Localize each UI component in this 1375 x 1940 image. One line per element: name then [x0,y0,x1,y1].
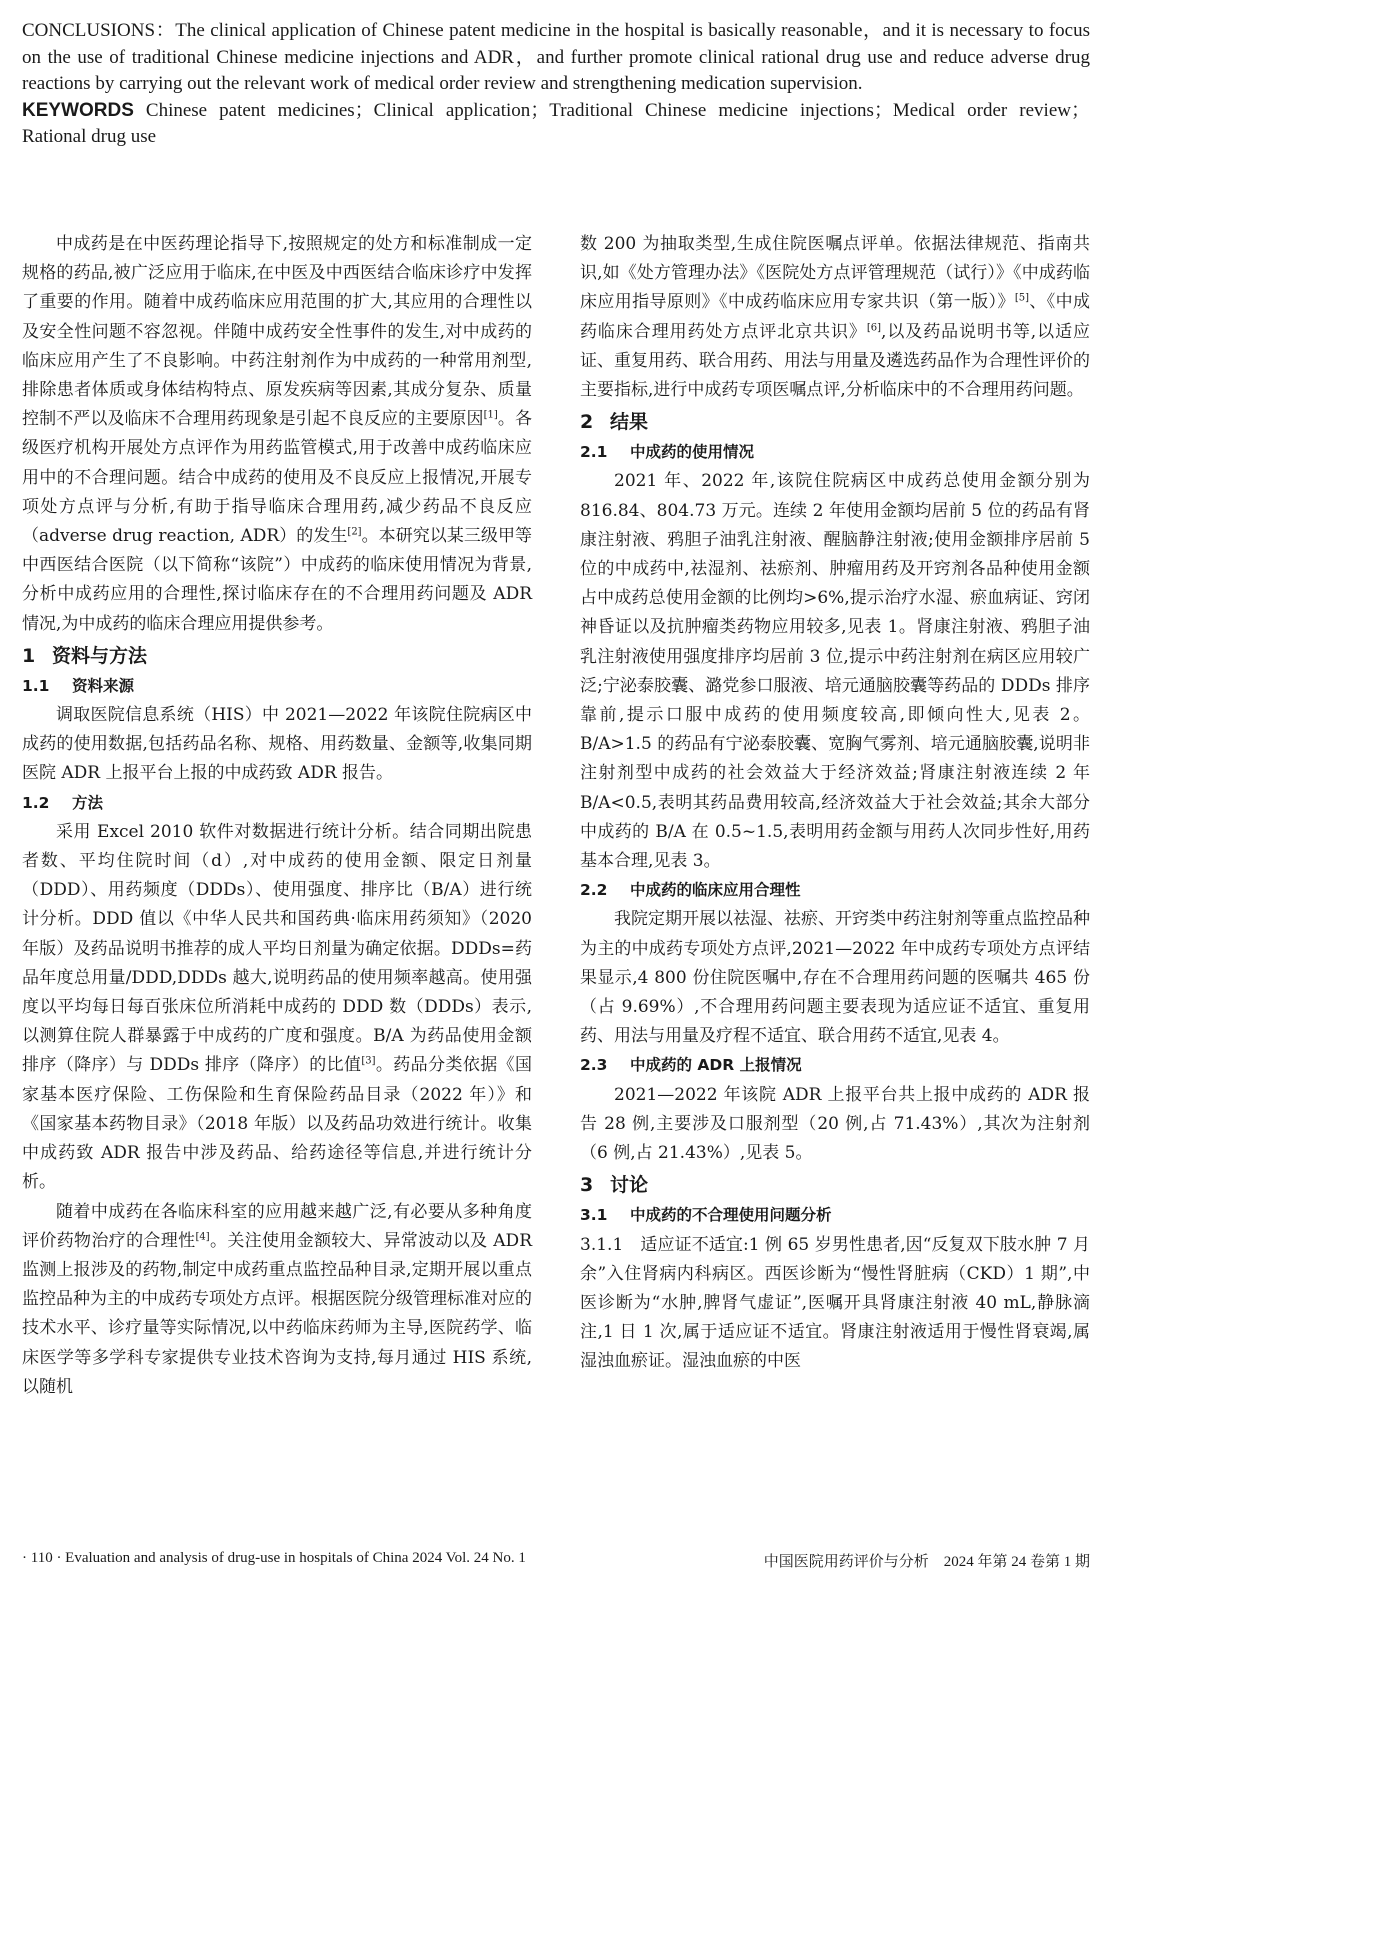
footer-left: · 110 · Evaluation and analysis of drug-use in hospitals of China 2024 Vol. 24 No. 1 [22,1550,526,1566]
section-1-1-heading [22,672,532,701]
section-2-2-text: 我院定期开展以祛湿、祛瘀、开窍类中药注射剂等重点监控品种为主的中成药专项处方点评,2021—2022 年中成药专项处方点评结果显示,4 800 份住院医嘱中,存在不合理用药问题的医嘱共 465 份（占 9.69%）,不合理用药问题主要表现为适应证不适宜、重复用药、用法与用量及疗程不适宜、联合用药不适宜,见表 4。 [580,909,1090,1047]
section-2-heading [580,407,1090,438]
section-number: 2.2 [580,881,608,900]
section-number: 2 [580,411,594,434]
section-title: 中成药的 ADR 上报情况 [630,1056,802,1075]
section-title: 资料与方法 [52,644,148,667]
intro-text-c: 。本研究以某三级甲等中西医结合医院（以下简称“该院”）中成药的临床使用情况为背景,分析中成药应用的合理性,探讨临床存在的不合理用药问题及 ADR 情况,为中成药的临床合理应用提供参考。 [22,526,532,634]
citation-4: [4] [195,1231,210,1243]
citation-5: [5] [1014,292,1029,304]
continuation-text-a: 数 200 为抽取类型,生成住院医嘱点评单。依据法律规范、指南共识,如《处方管理办法》《医院处方点评管理规范（试行）》《中成药临床应用指导原则》《中成药临床应用专家共识（第一版）》 [580,234,1090,313]
section-1-heading [22,641,532,672]
section-3-1-heading [580,1201,1090,1230]
section-2-3-text: 2021—2022 年该院 ADR 上报平台共上报中成药的 ADR 报告 28 例,主要涉及口服剂型（20 例,占 71.43%）,其次为注射剂（6 例,占 21.43%）,见表 5。 [580,1084,1090,1164]
keywords-label: KEYWORDS [22,99,134,121]
right-column [580,230,1090,1377]
citation-3: [3] [361,1055,376,1067]
section-1-1-text: 调取医院信息系统（HIS）中 2021—2022 年该院住院病区中成药的使用数据,包括药品名称、规格、用药数量、金额等,收集同期医院 ADR 上报平台上报的中成药致 ADR 报告。 [22,705,532,784]
footer-right: 中国医院用药评价与分析 2024 年第 24 卷第 1 期 [763,1554,1090,1570]
methods-text-a: 采用 Excel 2010 软件对数据进行统计分析。结合同期出院患者数、平均住院时间（d）,对中成药的使用金额、限定日剂量（DDD）、用药频度（DDDs）、使用强度、排序比（B/A）进行统计分析。DDD 值以《中华人民共和国药典·临床用药须知》（2020 年版）及药品说明书推荐的成人平均日剂量为确定依据。DDDs=药品年度总用量/DDD,DDDs 越大,说明药品的使用频率越高。使用强度以平均每日每百张床位所消耗中成药的 DDD 数（DDDs）表示,以测算住院人群暴露于中成药的广度和强度。B/A 为药品使用金额排序（降序）与 DDDs 排序（降序）的比值 [22,821,532,1076]
section-number: 2.1 [580,443,608,462]
section-2-1-heading [580,438,1090,467]
continuation-text-b: 、《中成药临床合理用药处方点评北京共识》 [580,292,1091,342]
methods-text-d: 。关注使用金额较大、异常波动以及 ADR 监测上报涉及的药物,制定中成药重点监控品种目录,定期开展以重点监控品种为主的中成药专项处方点评。根据医院分级管理标准对应的技术水平、诊疗量等实际情况,以中药临床药师为主导,医院药学、临床医学等多学科专家提供专业技术咨询为支持,每月通过 HIS 系统,以随机 [22,1230,532,1397]
section-number: 1.2 [22,793,50,812]
citation-6: [6] [866,321,882,333]
intro-text-a: 中成药是在中医药理论指导下,按照规定的处方和标准制成一定规格的药品,被广泛应用于临床,在中医及中西医结合临床诊疗中发挥了重要的作用。随着中成药临床应用范围的扩大,其应用的合理性以及安全性问题不容忽视。伴随中成药安全性事件的发生,对中成药的临床应用产生了不良影响。中药注射剂作为中成药的一种常用剂型,排除患者体质或身体结构特点、原发疾病等因素,其成分复杂、质量控制不严以及临床不合理用药现象是引起不良反应的主要原因 [22,234,532,430]
section-3-heading [580,1170,1090,1201]
abstract-conclusions: CONCLUSIONS：The clinical application of Chinese patent medicine in the hospital is basically reasonable，and it is necessary to focus on the use of traditional Chinese medicine injections and ADR，and further promote clinical rational drug use and reduce adverse drug reactions by carrying out the relevant work of medical order review and strengthening medication supervision. [22,20,1090,94]
methods-continuation [580,230,1090,405]
section-1-2-paragraph-1 [22,818,532,1198]
intro-text-b: 。各级医疗机构开展处方点评作为用药监管模式,用于改善中成药临床应用中的不合理问题。结合中成药的使用及不良反应上报情况,开展专项处方点评与分析,有助于指导临床合理用药,减少药品不良反应（adverse drug reaction, ADR）的发生 [22,409,533,547]
section-number: 1 [22,644,36,667]
section-3-1-1-text: 3.1.1 适应证不适宜:1 例 65 岁男性患者,因“反复双下肢水肿 7 月余”入住肾病内科病区。西医诊断为“慢性肾脏病（CKD）1 期”,中医诊断为“水肿,脾肾气虚证”,医嘱开具肾康注射液 40 mL,静脉滴注,1 日 1 次,属于适应证不适宜。肾康注射液适用于慢性肾衰竭,属湿浊血瘀证。湿浊血瘀的中医 [580,1234,1090,1372]
section-title: 方法 [72,793,104,812]
english-abstract [22,18,1090,151]
section-2-3-heading [580,1051,1090,1080]
section-number: 3 [580,1174,594,1197]
section-number: 2.3 [580,1056,608,1075]
left-column [22,230,532,1402]
section-title: 中成药的临床应用合理性 [630,881,801,900]
section-1-2-heading [22,789,532,818]
section-number: 3.1 [580,1206,608,1225]
section-2-2-heading [580,876,1090,905]
section-number: 1.1 [22,676,50,695]
page-footer [22,1550,1090,1572]
section-title: 中成药的使用情况 [630,443,755,462]
methods-text-b: 。药品分类依据《国家基本医疗保险、工伤保险和生育保险药品目录（2022 年）》和《国家基本药物目录》（2018 年版）以及药品功效进行统计。收集中成药致 ADR 报告中涉及药品、给药途径等信息,并进行统计分析。 [22,1055,532,1193]
section-title: 资料来源 [72,676,135,695]
citation-2: [2] [347,526,362,538]
section-2-1-text: 2021 年、2022 年,该院住院病区中成药总使用金额分别为 816.84、804.73 万元。连续 2 年使用金额均居前 5 位的药品有肾康注射液、鸦胆子油乳注射液、醒脑静注射液;使用金额排序居前 5 位的中成药中,祛湿剂、祛瘀剂、肿瘤用药及开窍剂各品种使用金额占中成药总使用金额的比例均>6%,提示治疗水湿、瘀血病证、窍闭神昏证以及抗肿瘤类药物应用较多,见表 1。肾康注射液、鸦胆子油乳注射液使用强度排序均居前 3 位,提示中药注射剂在病区应用较广泛;宁泌泰胶囊、潞党参口服液、培元通脑胶囊等药品的 DDDs 排序靠前,提示口服中成药的使用频度较高,即倾向性大,见表 2。B/A>1.5 的药品有宁泌泰胶囊、宽胸气雾剂、培元通脑胶囊,说明非注射剂型中成药的社会效益大于经济效益;肾康注射液连续 2 年 B/A<0.5,表明其药品费用较高,经济效益大于社会效益;其余大部分中成药的 B/A 在 0.5~1.5,表明用药金额与用药人次同步性好,用药基本合理,见表 3。 [580,471,1090,872]
section-title: 中成药的不合理使用问题分析 [630,1206,832,1225]
citation-1: [1] [483,409,498,421]
continuation-text-c: ,以及药品说明书等,以适应证、重复用药、联合用药、用法与用量及遴选药品作为合理性评价的主要指标,进行中成药专项医嘱点评,分析临床中的不合理用药问题。 [580,321,1091,401]
abstract-keywords [22,98,1090,151]
section-title: 结果 [610,411,649,434]
intro-paragraph [22,230,532,639]
keywords-text: Chinese patent medicines；Clinical application；Traditional Chinese medicine injections；Medical order review；Rational drug use [22,99,1090,147]
section-title: 讨论 [610,1174,649,1197]
section-1-2-paragraph-2 [22,1198,532,1402]
methods-text-c: 随着中成药在各临床科室的应用越来越广泛,有必要从多种角度评价药物治疗的合理性 [22,1201,532,1251]
